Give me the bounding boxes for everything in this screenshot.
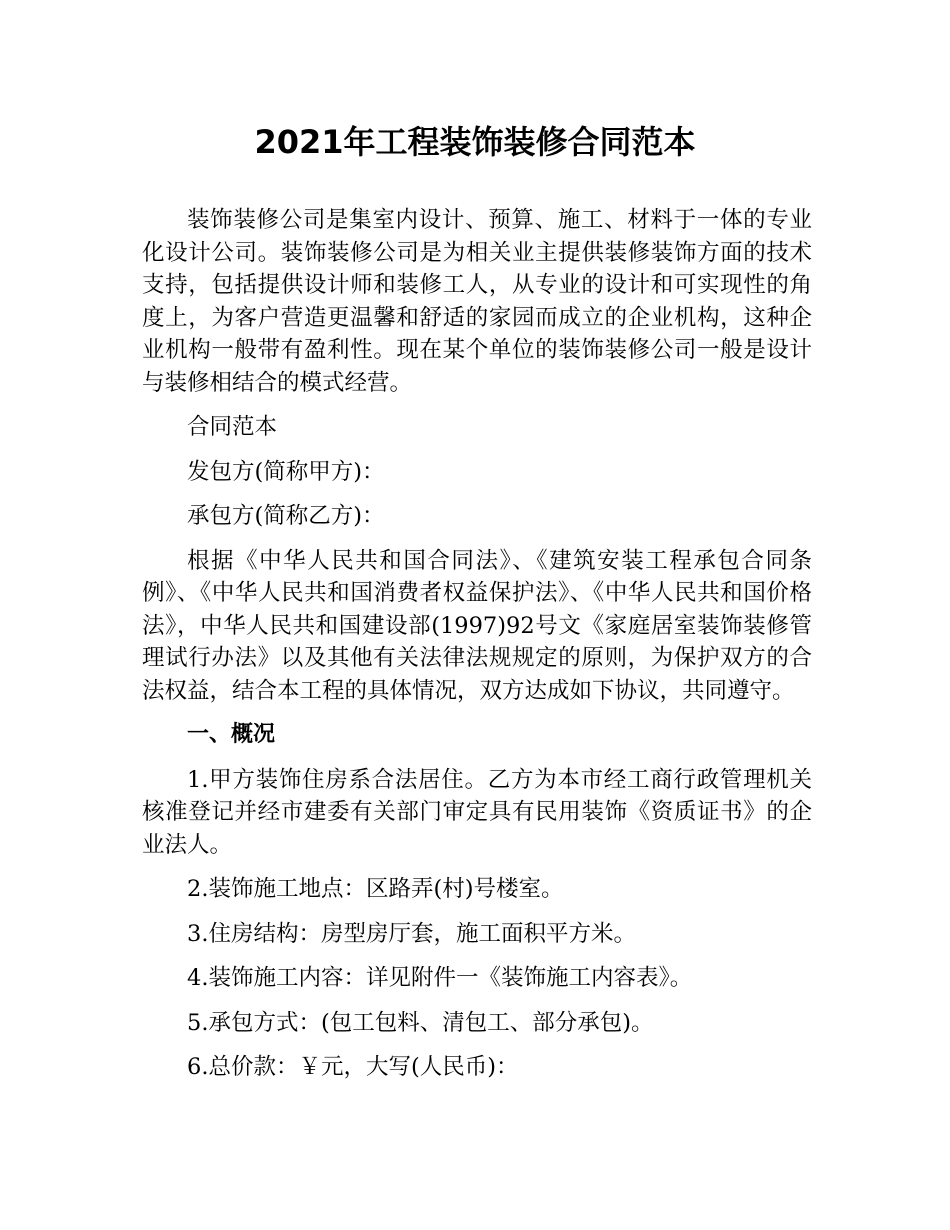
party-b-line: 承包方(简称乙方)： bbox=[187, 503, 385, 529]
intro-paragraph: 装饰装修公司是集室内设计、预算、施工、材料于一体的专业化设计公司。装饰装修公司是为相关业主提供装修装饰方面的技术支持，包括提供设计师和装修工人，从专业的设计和可实现性的角度上，为客户营造更温馨和舒适的家园而成立的企业机构，这种企业机构一般带有盈利性。现在某个单位的装饰装修公司一般是设计与装修相结合的模式经营。 bbox=[142, 207, 812, 396]
clause-item: 5.承包方式：(包工包料、清包工、部分承包)。 bbox=[187, 1009, 654, 1036]
clause-item: 2.装饰施工地点：区路弄(村)号楼室。 bbox=[187, 876, 564, 902]
document-title: 2021年工程装饰装修合同范本 bbox=[254, 123, 696, 161]
document-body bbox=[142, 204, 812, 1096]
clause-item: 1.甲方装饰住房系合法居住。乙方为本市经工商行政管理机关核准登记并经市建委有关部门审定具有民用装饰《资质证书》的企业法人。 bbox=[142, 766, 812, 858]
clause-item: 3.住房结构：房型房厅套，施工面积平方米。 bbox=[187, 920, 636, 947]
template-label: 合同范本 bbox=[187, 414, 278, 440]
legal-basis-paragraph: 根据《中华人民共和国合同法》、《建筑安装工程承包合同条例》、《中华人民共和国消费者权益保护法》、《中华人民共和国价格法》，中华人民共和国建设部(1997)92号文《家庭居室装饰装修管理试行办法》以及其他有关法律法规规定的原则，为保护双方的合法权益，结合本工程的具体情况，双方达成如下协议，共同遵守。 bbox=[142, 547, 812, 704]
clause-item: 4.装饰施工内容：详见附件一《装饰施工内容表》。 bbox=[187, 965, 693, 991]
clause-item: 6.总价款：￥元，大写(人民币)： bbox=[187, 1054, 519, 1080]
party-a-line: 发包方(简称甲方)： bbox=[187, 458, 385, 485]
section-heading-overview: 一、概况 bbox=[187, 722, 276, 747]
